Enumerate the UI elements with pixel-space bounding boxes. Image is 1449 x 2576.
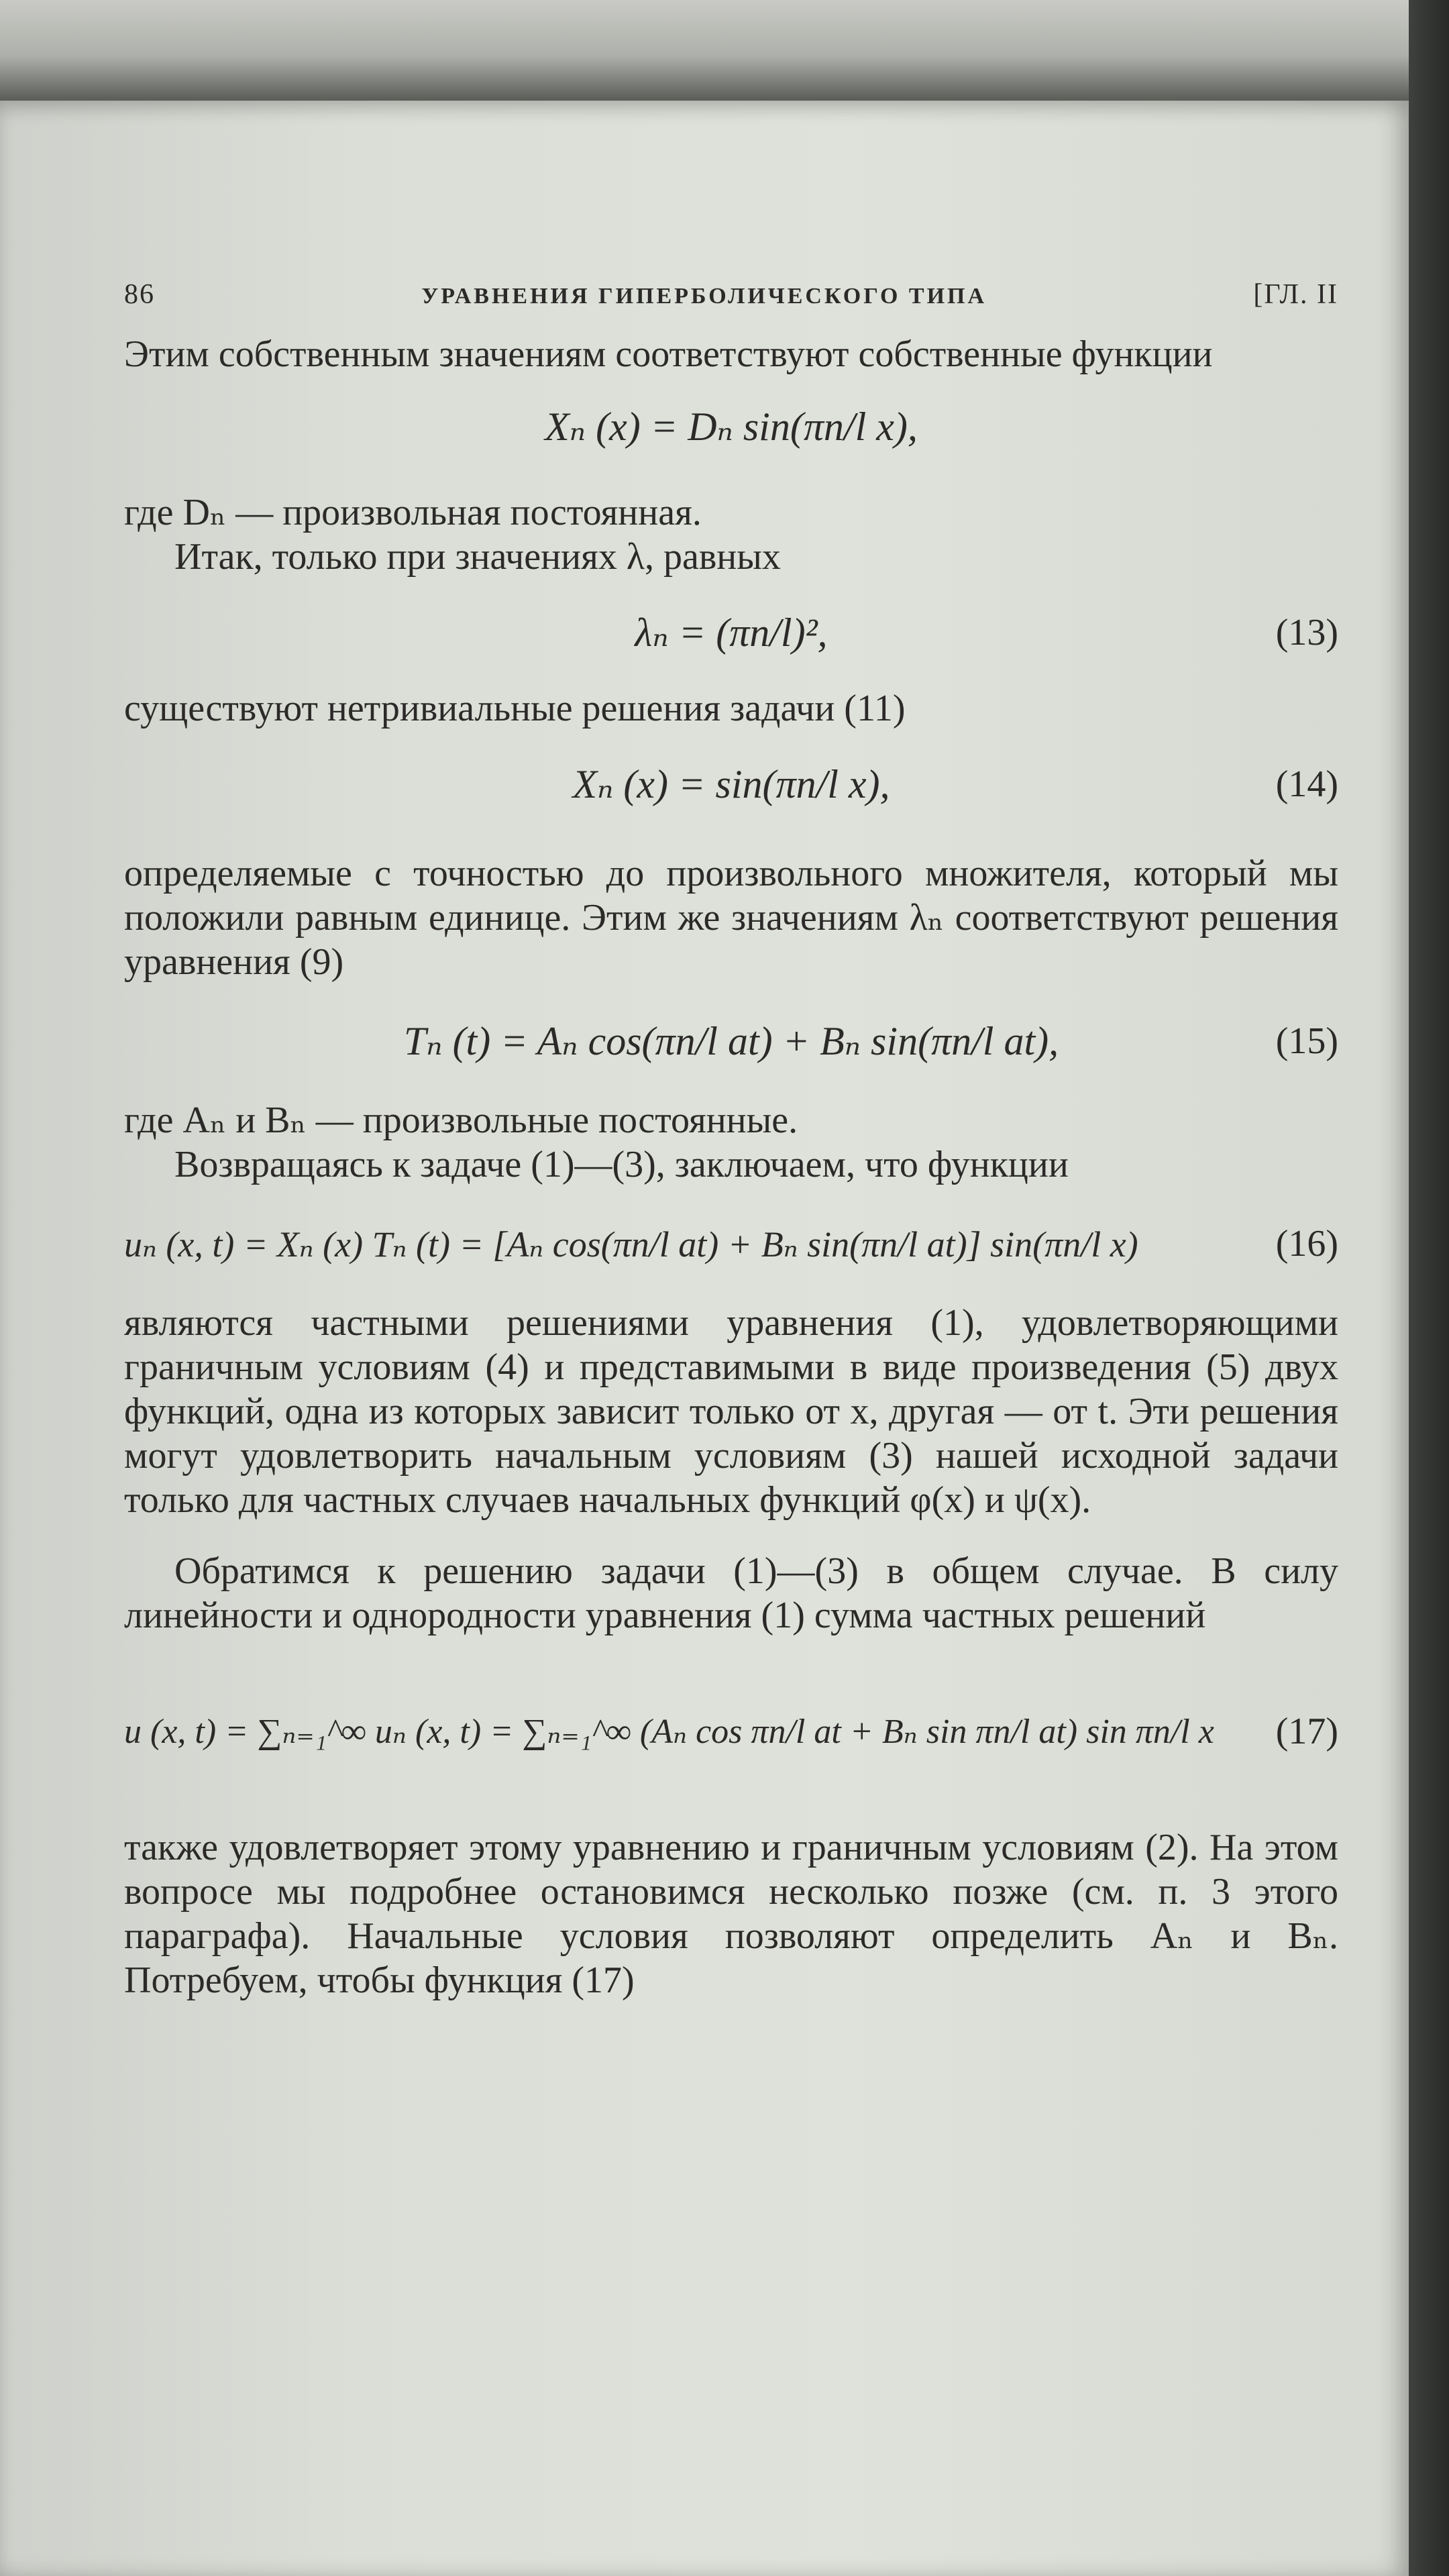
book-page bbox=[0, 101, 1409, 2576]
page-content bbox=[124, 278, 1338, 2002]
equation-17 bbox=[124, 1664, 1338, 1799]
chapter-label: [ГЛ. II bbox=[1253, 279, 1338, 310]
paragraph-5: определяемые с точностью до произвольного множителя, который мы положили равным единице. Этим же значениям λₙ соответствуют решения уравнения (9) bbox=[124, 853, 1338, 983]
paragraph-8: являются частными решениями уравнения (1), удовлетворяющими граничным условиям (4) и представимыми в виде произведения (5) двух функций, одна из которых зависит только от x, другая — от t. Эти решения могут удовлетворить начальным условиям (3) нашей исходной задачи только для частных случаев начальных функций φ(x) и ψ(x). bbox=[124, 1302, 1338, 1521]
equation-15 bbox=[124, 998, 1338, 1085]
equation-16 bbox=[124, 1200, 1338, 1287]
equation-16-number: (16) bbox=[1275, 1223, 1338, 1265]
paragraph-6: где Aₙ и Bₙ — произвольные постоянные. bbox=[124, 1099, 798, 1141]
equation-17-text: u (x, t) = ∑ₙ₌₁^∞ uₙ (x, t) = ∑ₙ₌₁^∞ (Aₙ cos πn/l at + Bₙ sin πn/l at) sin πn/l x bbox=[124, 1713, 1214, 1751]
paragraph-4: существуют нетривиальные решения задачи (11) bbox=[124, 688, 906, 729]
equation-13 bbox=[124, 592, 1338, 673]
paragraph-7: Возвращаясь к задаче (1)—(3), заключаем, что функции bbox=[174, 1144, 1069, 1185]
equation-17-number: (17) bbox=[1275, 1711, 1338, 1752]
equation-eigenfunctions-text: Xₙ (x) = Dₙ sin(πn/l x), bbox=[545, 405, 918, 449]
paragraph-10: также удовлетворяет этому уравнению и граничным условиям (2). На этом вопросе мы подробнее остановимся несколько позже (см. п. 3 этого параграфа). Начальные условия позволяют определить Aₙ и Bₙ. Потребуем, чтобы функция (17) bbox=[124, 1827, 1338, 2001]
background-top bbox=[0, 0, 1449, 101]
running-header bbox=[124, 278, 1338, 332]
equation-14-number: (14) bbox=[1275, 763, 1338, 805]
paragraph-3: Итак, только при значениях λ, равных bbox=[174, 536, 781, 578]
background-right-edge bbox=[1409, 0, 1449, 2576]
page-number: 86 bbox=[124, 279, 155, 310]
equation-14-text: Xₙ (x) = sin(πn/l x), bbox=[572, 762, 890, 806]
paragraph-9: Обратимся к решению задачи (1)—(3) в общем случае. В силу линейности и однородности уравнения (1) сумма частных решений bbox=[124, 1550, 1338, 1636]
equation-13-number: (13) bbox=[1275, 612, 1338, 653]
equation-15-text: Tₙ (t) = Aₙ cos(πn/l at) + Bₙ sin(πn/l at), bbox=[403, 1019, 1059, 1063]
running-title: УРАВНЕНИЯ ГИПЕРБОЛИЧЕСКОГО ТИПА bbox=[421, 284, 987, 309]
equation-16-text: uₙ (x, t) = Xₙ (x) Tₙ (t) = [Aₙ cos(πn/l at) + Bₙ sin(πn/l at)] sin(πn/l x) bbox=[124, 1224, 1138, 1265]
equation-15-number: (15) bbox=[1275, 1020, 1338, 1062]
equation-13-text: λₙ = (πn/l)², bbox=[635, 610, 828, 655]
paragraph-2: где Dₙ — произвольная постоянная. bbox=[124, 492, 702, 533]
equation-14 bbox=[124, 744, 1338, 824]
equation-eigenfunctions bbox=[124, 390, 1338, 464]
paragraph-1: Этим собственным значениям соответствуют собственные функции bbox=[124, 333, 1213, 375]
